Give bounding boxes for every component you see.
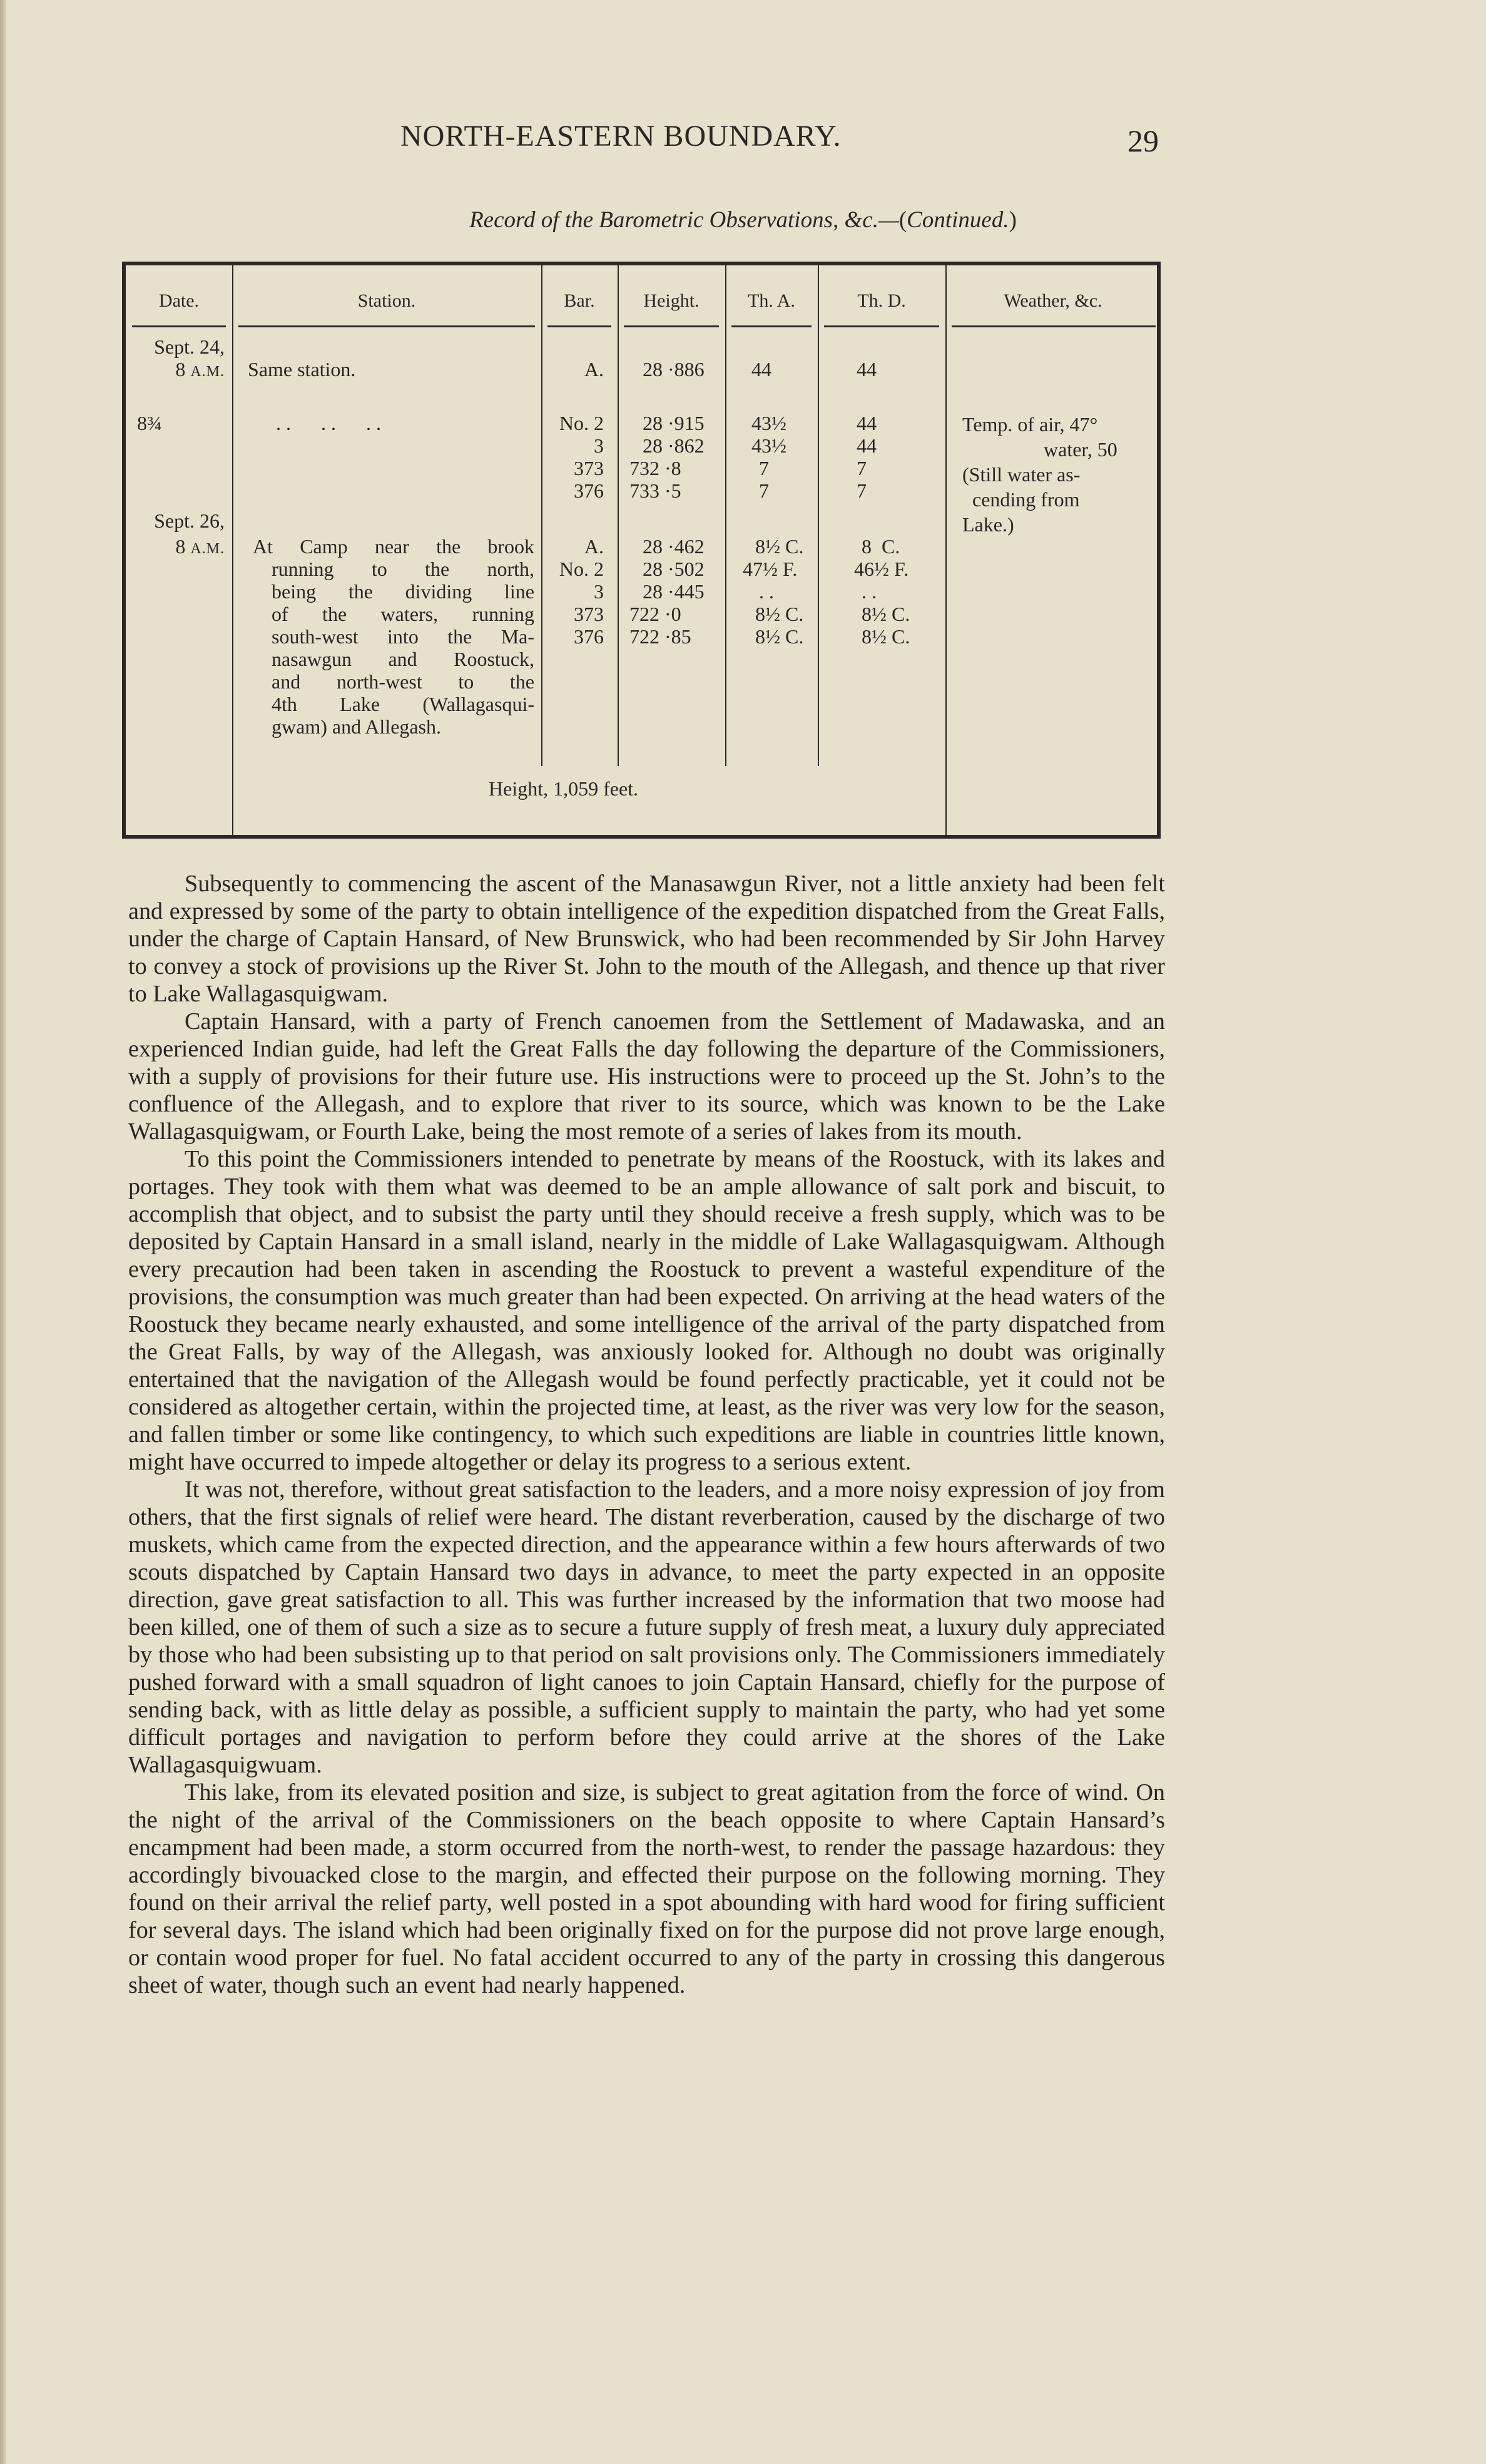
row2-tha-2: 43½ — [751, 434, 786, 457]
paragraph-2: Captain Hansard, with a party of French canoemen from the Settlement of Madawaska, and an experienced Indian guide, had left the Great Falls the day following the departure of the Commissioners, with a supply of provisions for their future use. His instructions were to proceed up the St. John’s to the confluence of the Allegash, and to explore that river to its source, which was known to be the Lake Wallagasquigwam, or Fourth Lake, being the most remote of a series of lakes from its mouth. — [128, 1008, 1165, 1145]
row3-station-line-7: and north-west to the — [272, 670, 534, 693]
row2-thd-1: 44 — [857, 412, 877, 434]
header-rule-6 — [824, 325, 939, 327]
col-divider-thd — [945, 265, 947, 835]
caption-open-paren: ( — [898, 207, 907, 233]
row2-tha-1: 43½ — [751, 412, 786, 434]
col-divider-tha — [818, 265, 819, 766]
header-bar: Bar. — [564, 290, 595, 311]
row3-date-meridiem: A.M. — [190, 541, 225, 557]
row2-thd-4: 7 — [857, 479, 867, 502]
row2-height-3: 732 ·8 — [629, 457, 681, 479]
col-divider-station — [541, 265, 542, 766]
row3-thd-3: . . — [862, 580, 877, 603]
row3-date-line1: Sept. 26, — [154, 509, 225, 532]
header-date: Date. — [158, 290, 200, 311]
header-rule-7 — [952, 325, 1156, 327]
row3-bar-4: 373 — [574, 603, 604, 625]
row2-bar-1: No. 2 — [559, 412, 604, 434]
row1-date-line1: Sept. 24, — [154, 335, 225, 358]
row2-tha-4: 7 — [759, 479, 769, 502]
col-divider-bar — [618, 265, 619, 766]
header-rule-4 — [624, 325, 719, 327]
row2-thd-2: 44 — [857, 434, 877, 457]
header-height: Height. — [643, 290, 700, 311]
row3-tha-5: 8½ C. — [755, 625, 804, 648]
row3-tha-2: 47½ F. — [743, 558, 798, 580]
row3-station-line-5: south-west into the Ma- — [272, 625, 534, 648]
weather-line-4: cending from — [972, 488, 1080, 511]
row3-station-line-6: nasawgun and Roostuck, — [272, 648, 534, 670]
row3-thd-5: 8½ C. — [862, 625, 910, 648]
row3-station-line-8: 4th Lake (Wallagasqui- — [272, 693, 534, 715]
row1-thd: 44 — [857, 358, 877, 381]
row1-date-meridiem: A.M. — [190, 364, 225, 380]
header-rule-1 — [132, 325, 226, 327]
row2-date: 8¾ — [137, 412, 162, 434]
paragraph-5: This lake, from its elevated position and size, is subject to great agitation from the force of wind. On the night of the arrival of the Commissioners on the beach opposite to where Captain Hansard’s encampment had been made, a storm occurred from the north-west, to render the passage hazardous: they accordingly bivouacked close to the margin, and effected their purpose on the following morning. They found on their arrival the relief party, well posted in a spot abounding with hard wood for firing sufficient for several days. The island which had been originally fixed on for the purpose did not prove large enough, or contain wood proper for fuel. No fatal accident occurred to any of the party in crossing this dangerous sheet of water, though such an event had nearly happened. — [128, 1779, 1165, 1998]
row3-height-1: 28 ·462 — [643, 535, 705, 558]
caption-close-paren: ) — [1009, 207, 1017, 233]
row2-bar-2: 3 — [594, 434, 604, 457]
caption-continued: Continued. — [907, 207, 1009, 233]
row2-height-1: 28 ·915 — [643, 412, 705, 434]
paragraph-4: It was not, therefore, without great satisfaction to the leaders, and a more noisy expression of joy from others, that the first signals of relief were heard. The distant reverberation, caused by the discharge of two muskets, which came from the expected direction, and the appearance within a few hours afterwards of two scouts dispatched by Captain Hansard two days in advance, to meet the party expected in an opposite direction, gave great satisfaction to all. This was further increased by the information that two moose had been killed, one of them of such a size as to secure a future supply of fresh meat, a luxury duly appreciated by those who had been subsisting up to that period on salt provisions only. The Commissioners immediately pushed forward with a small squadron of light canoes to join Captain Hansard, chiefly for the purpose of sending back, with as little delay as possible, a sufficient supply to maintain the party, who had yet some difficult portages and navigation to perform before they could arrive at the shores of the Lake Wallagasquigwuam. — [128, 1476, 1165, 1778]
row1-bar: A. — [584, 358, 604, 381]
row2-bar-4: 376 — [574, 479, 604, 502]
page-edge-shadow — [0, 0, 6, 2464]
row3-thd-2: 46½ F. — [854, 558, 909, 580]
table-footer-height: Height, 1,059 feet. — [489, 777, 639, 800]
col-divider-height — [725, 265, 726, 766]
row3-tha-4: 8½ C. — [755, 603, 804, 625]
observations-table — [122, 262, 1161, 839]
body-text — [128, 870, 1165, 1999]
row3-height-2: 28 ·502 — [643, 558, 705, 580]
row3-station-line-9: gwam) and Allegash. — [272, 715, 442, 738]
row2-tha-3: 7 — [759, 457, 769, 479]
row2-height-4: 733 ·5 — [629, 479, 681, 502]
paragraph-3: To this point the Commissioners intended to penetrate by means of the Roostuck, with its lakes and portages. They took with them what was deemed to be an ample allowance of salt pork and biscuit, to accomplish that object, and to subsist the party until they should receive a fresh supply, which was to be deposited by Captain Hansard in a small island, nearly in the middle of Lake Wallagasquigwam. Although every precaution had been taken in ascending the Roostuck to prevent a wasteful expenditure of the provisions, the consumption was much greater than had been expected. On arriving at the head waters of the Roostuck they became nearly exhausted, and some intelligence of the arrival of the party dispatched from the Great Falls, by way of the Allegash, was anxiously looked for. Although no doubt was originally entertained that the navigation of the Allegash would be found perfectly practicable, yet it could not be considered as altogether certain, within the projected time, at least, as the river was very low for the season, and fallen timber or some like contingency, to which such expeditions are liable in countries little known, might have occurred to impede altogether or delay its progress to a serious extent. — [128, 1146, 1165, 1475]
header-station: Station. — [357, 290, 416, 311]
running-head: NORTH-EASTERN BOUNDARY. — [400, 120, 842, 153]
row3-bar-5: 376 — [574, 625, 604, 648]
row3-date-line2 — [126, 535, 225, 560]
header-rule-3 — [547, 325, 611, 327]
row3-date-hour: 8 — [175, 535, 186, 558]
row1-station: Same station. — [248, 358, 356, 381]
row1-date-hour: 8 — [175, 358, 186, 381]
row3-station-line-2: running to the north, — [272, 558, 534, 580]
header-thd: Th. D. — [857, 290, 906, 311]
row3-tha-1: 8½ C. — [755, 535, 804, 558]
row1-date-line2 — [126, 358, 225, 383]
header-rule-5 — [731, 325, 812, 327]
row2-bar-3: 373 — [574, 457, 604, 479]
row1-height: 28 ·886 — [643, 358, 705, 381]
row3-bar-2: No. 2 — [559, 558, 604, 580]
caption-title: Record of the Barometric Observations, &c.— — [469, 207, 899, 233]
row3-bar-3: 3 — [594, 580, 604, 603]
page-number: 29 — [1127, 123, 1159, 158]
row3-height-5: 722 ·85 — [629, 625, 691, 648]
weather-line-1: Temp. of air, 47° — [962, 413, 1098, 436]
col-divider-date — [232, 265, 233, 835]
row2-station-ditto: . . . . . . — [276, 412, 381, 434]
table-caption — [0, 207, 1486, 233]
row3-station-line-3: being the dividing line — [272, 580, 534, 603]
weather-line-3: (Still water as- — [962, 463, 1081, 486]
row2-thd-3: 7 — [857, 457, 867, 479]
row3-height-4: 722 ·0 — [629, 603, 681, 625]
row2-height-2: 28 ·862 — [643, 434, 705, 457]
row3-thd-4: 8½ C. — [862, 603, 910, 625]
row3-station — [253, 535, 534, 738]
row3-thd-1: 8 C. — [862, 535, 900, 558]
header-rule-2 — [238, 325, 535, 327]
row3-station-line-1: At Camp near the brook — [253, 535, 534, 558]
row3-bar-1: A. — [584, 535, 604, 558]
weather-line-5: Lake.) — [962, 513, 1014, 536]
row1-tha: 44 — [751, 358, 771, 381]
row3-tha-3: . . — [759, 580, 774, 603]
header-tha: Th. A. — [748, 290, 795, 311]
header-weather: Weather, &c. — [1004, 290, 1102, 311]
row3-height-3: 28 ·445 — [643, 580, 705, 603]
weather-notes — [962, 412, 1117, 537]
weather-line-2: water, 50 — [1044, 438, 1117, 461]
paragraph-1: Subsequently to commencing the ascent of the Manasawgun River, not a little anxiety had been felt and expressed by some of the party to obtain intelligence of the expedition dispatched from the Great Falls, under the charge of Captain Hansard, of New Brunswick, who had been recommended by Sir John Harvey to convey a stock of provisions up the River St. John to the mouth of the Allegash, and thence up that river to Lake Wallagasquigwam. — [128, 871, 1165, 1007]
row3-station-line-4: of the waters, running — [272, 603, 534, 625]
